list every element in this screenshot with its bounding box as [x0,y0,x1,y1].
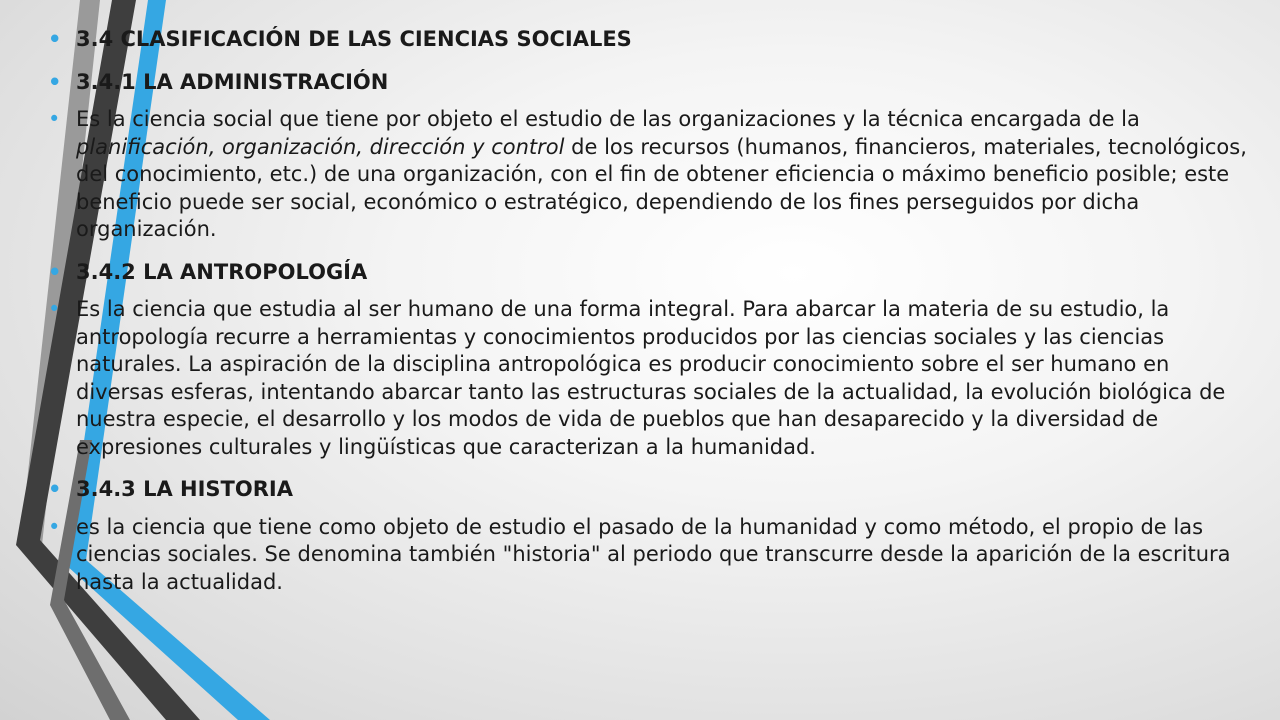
heading-text: 3.4.1 LA ADMINISTRACIÓN [76,69,389,94]
paragraph-text-italic: planificación, organización, dirección y control [76,134,565,159]
paragraph-text: Es la ciencia que estudia al ser humano de una forma integral. Para abarcar la materia de su estudio, la antropología recurre a herramientas y conocimientos producidos por las ciencias sociales y las ciencias naturales. La aspiración de la disciplina antropológica es producir conocimiento sobre el ser humano en diversas esferas, intentando abarcar tanto las estructuras sociales de la actualidad, la evolución biológica de nuestra especie, el desarrollo y los modos de vida de pueblos que han desaparecido y la diversidad de expresiones culturales y lingüísticas que caracterizan a la humanidad. [76,297,1226,459]
bullet-dot: • [48,27,62,51]
bullet-heading-administracion [48,69,1248,97]
slide-content [48,26,1248,596]
heading-text: 3.4 CLASIFICACIÓN DE LAS CIENCIAS SOCIALES [76,27,632,51]
bullet-dot: • [48,514,61,539]
bullet-heading-clasificacion [48,26,1248,54]
bullet-dot: • [48,107,61,131]
heading-text: 3.4.3 LA HISTORIA [76,477,293,501]
bullet-heading-antropologia [48,259,1248,287]
paragraph-text-before: Es la ciencia social que tiene por objeto el estudio de las organizaciones y la técnica encargada de la [76,107,1140,131]
bullet-dot: • [48,69,62,94]
paragraph-text: es la ciencia que tiene como objeto de estudio el pasado de la humanidad y como método, el propio de las ciencias sociales. Se denomina también "historia" al periodo que transcurre desde la aparición de la escritura hasta la actualidad. [76,514,1231,594]
bullet-dot: • [48,297,61,321]
bullet-heading-historia [48,476,1248,504]
bullet-paragraph-administracion [48,106,1248,244]
bullet-paragraph-historia [48,514,1248,597]
paragraph-text-after: de los recursos (humanos, financieros, materiales, tecnológicos, del conocimiento, etc.) de una organización, con el fin de obtener eficiencia o máximo beneficio posible; este beneficio puede ser social, económico o estratégico, dependiendo de los fines perseguidos por dicha organización. [76,134,1247,241]
bullet-paragraph-antropologia [48,296,1248,461]
heading-text: 3.4.2 LA ANTROPOLOGÍA [76,259,368,284]
bullet-dot: • [48,477,62,501]
bullet-dot: • [48,259,62,284]
